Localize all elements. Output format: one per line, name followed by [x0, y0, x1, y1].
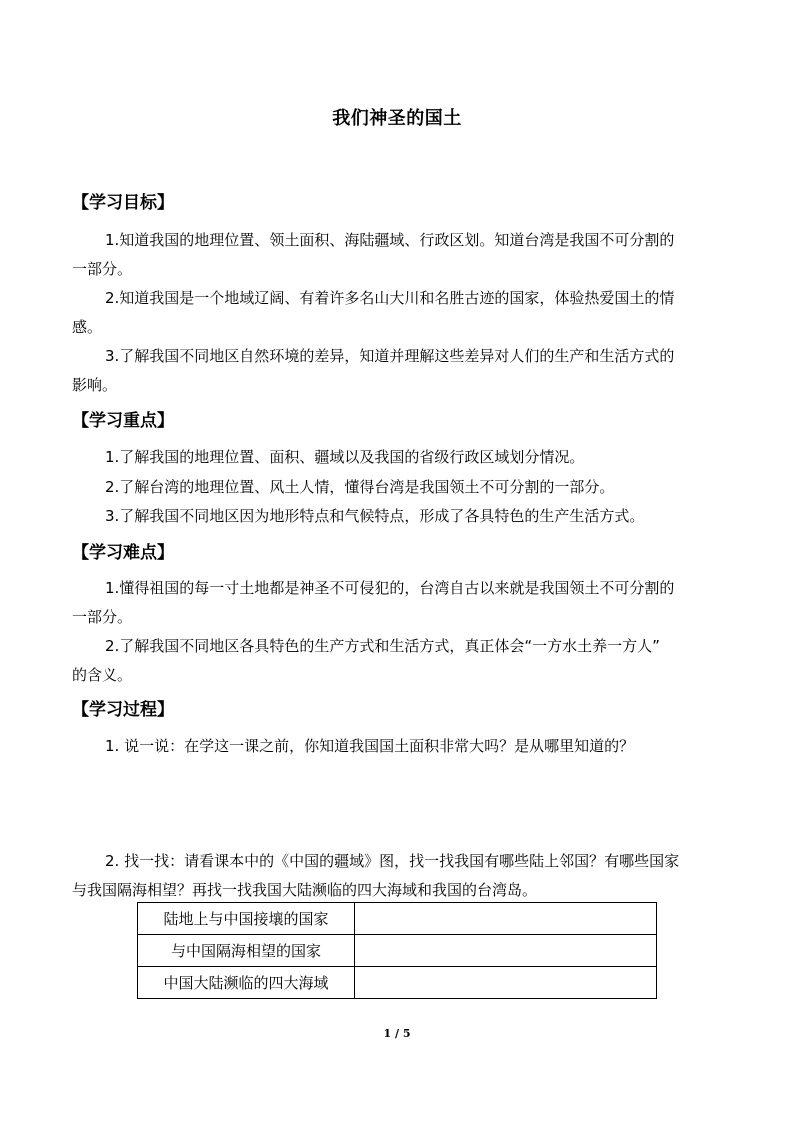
row-label-land-neighbors: 陆地上与中国接壤的国家 [138, 903, 355, 935]
goal-item-1-line-2: 一部分。 [72, 260, 133, 278]
key-point-2 [72, 473, 722, 502]
difficulty-2-line-2: 的含义。 [72, 666, 133, 684]
process-question-2-line-2: 与我国隔海相望？再找一找我国大陆濒临的四大海域和我国的台湾岛。 [72, 881, 538, 899]
table-row [138, 967, 657, 999]
process-question-1-text: 1. 说一说：在学这一课之前，你知道我国国土面积非常大吗？是从哪里知道的？ [105, 737, 635, 755]
heading-learning-process: 【学习过程】 [72, 700, 174, 720]
answer-cell-four-seas[interactable] [355, 967, 657, 999]
difficulty-2-line-1: 2.了解我国不同地区各具特色的生产方式和生活方式，真正体会“一方水土养一方人” [105, 637, 660, 655]
difficulty-1-line-1: 1.懂得祖国的每一寸土地都是神圣不可侵犯的，台湾自古以来就是我国领土不可分割的 [105, 579, 675, 597]
key-point-1 [72, 443, 722, 472]
goal-item-2 [72, 284, 722, 342]
table-row [138, 935, 657, 967]
key-point-2-line: 2.了解台湾的地理位置、风土人情，懂得台湾是我国领土不可分割的一部分。 [105, 478, 615, 496]
table-row [138, 903, 657, 935]
difficulty-2 [72, 632, 722, 690]
page-number: 1 / 5 [383, 1027, 411, 1040]
key-point-3 [72, 502, 722, 531]
goal-item-1-line-1: 1.知道我国的地理位置、领土面积、海陆疆域、行政区划。知道台湾是我国不可分割的 [105, 231, 675, 249]
row-label-four-seas: 中国大陆濒临的四大海域 [138, 967, 355, 999]
heading-key-points: 【学习重点】 [72, 411, 174, 431]
goal-item-1 [72, 226, 722, 284]
difficulty-1 [72, 574, 722, 632]
goal-item-3 [72, 342, 722, 400]
heading-learning-goals: 【学习目标】 [72, 193, 174, 213]
goal-item-2-line-1: 2.知道我国是一个地域辽阔、有着许多名山大川和名胜古迹的国家，体验热爱国土的情 [105, 289, 675, 307]
page-title: 我们神圣的国土 [332, 108, 462, 129]
key-point-3-line: 3.了解我国不同地区因为地形特点和气候特点，形成了各具特色的生产生活方式。 [105, 507, 645, 525]
process-question-2 [72, 847, 722, 905]
answer-cell-sea-neighbors[interactable] [355, 935, 657, 967]
goal-item-3-line-2: 影响。 [72, 376, 118, 394]
process-question-2-line-1: 2. 找一找：请看课本中的《中国的疆域》图，找一找我国有哪些陆上邻国？有哪些国家 [105, 852, 680, 870]
process-question-1 [72, 732, 722, 761]
heading-difficulties: 【学习难点】 [72, 543, 174, 563]
answer-cell-land-neighbors[interactable] [355, 903, 657, 935]
key-point-1-line: 1.了解我国的地理位置、面积、疆域以及我国的省级行政区域划分情况。 [105, 448, 585, 466]
goal-item-3-line-1: 3.了解我国不同地区自然环境的差异，知道并理解这些差异对人们的生产和生活方式的 [105, 347, 675, 365]
row-label-sea-neighbors: 与中国隔海相望的国家 [138, 935, 355, 967]
goal-item-2-line-2: 感。 [72, 318, 103, 336]
answer-table [137, 902, 657, 999]
difficulty-1-line-2: 一部分。 [72, 608, 133, 626]
